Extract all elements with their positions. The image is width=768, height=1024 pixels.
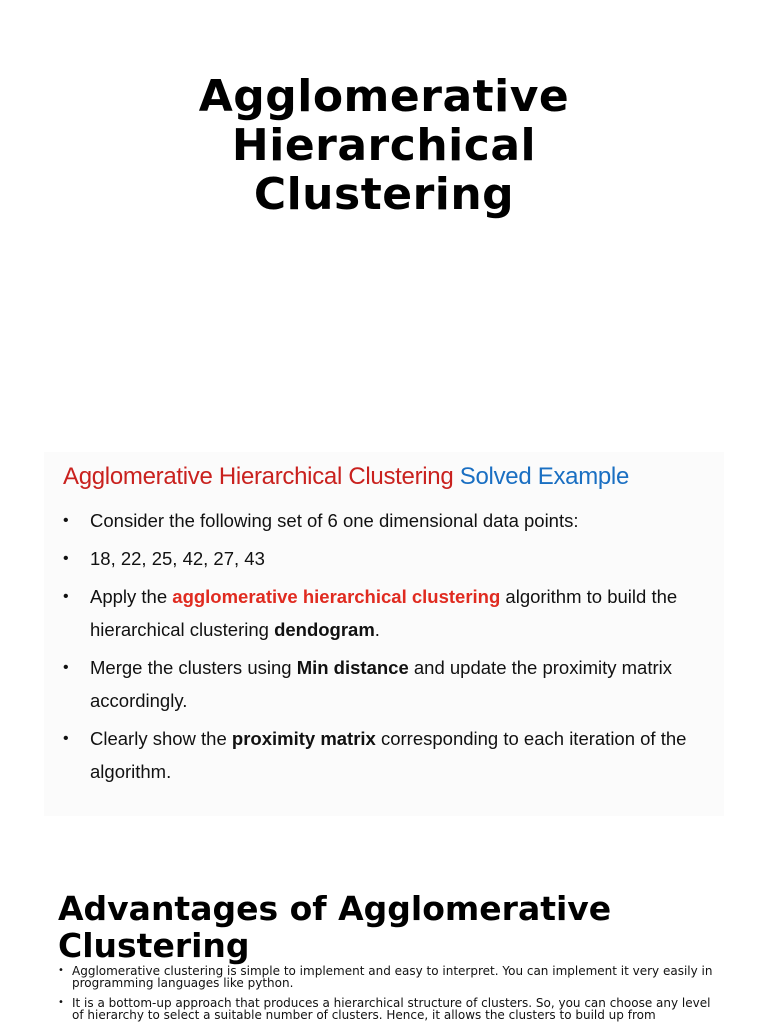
list-item bbox=[58, 997, 718, 1021]
list-item-text: Clearly show the bbox=[90, 728, 232, 749]
advantages-heading: Advantages of Agglomerative Clustering bbox=[58, 889, 612, 965]
bullet-icon: • bbox=[63, 588, 69, 605]
list-item bbox=[58, 965, 718, 989]
list-item bbox=[62, 722, 722, 788]
list-item-text: . bbox=[374, 619, 380, 640]
slide-title-line: Clustering bbox=[253, 169, 515, 220]
slide-title bbox=[0, 72, 768, 219]
bullet-icon: • bbox=[63, 659, 69, 676]
example-heading-label: Solved Example bbox=[459, 463, 630, 490]
bold-term: dendogram bbox=[274, 619, 375, 640]
bullet-icon: • bbox=[63, 550, 69, 567]
bullet-icon: • bbox=[63, 730, 69, 747]
list-item bbox=[62, 542, 722, 575]
solved-example-image bbox=[44, 452, 724, 816]
advantages-list bbox=[58, 965, 718, 1024]
bold-term: proximity matrix bbox=[231, 728, 376, 749]
highlighted-term: agglomerative hierarchical clustering bbox=[172, 586, 501, 607]
list-item-text: Apply the bbox=[90, 586, 173, 607]
data-points: 18, 22, 25, 42, 27, 43 bbox=[90, 548, 265, 569]
list-item-text: corresponding to each iteration of the algorithm. bbox=[90, 728, 687, 782]
example-heading bbox=[63, 460, 629, 494]
bullet-icon: • bbox=[58, 965, 64, 976]
example-list bbox=[62, 504, 722, 793]
list-item-text: algorithm to build the hierarchical clustering bbox=[90, 586, 678, 640]
list-item bbox=[62, 651, 722, 717]
example-heading-topic: Agglomerative Hierarchical Clustering bbox=[63, 463, 454, 490]
slide-title-line: Hierarchical bbox=[231, 120, 537, 171]
list-item-text: It is a bottom-up approach that produces a hierarchical structure of clusters. So, you can choose any level of hierarchy to select a suitable number of clusters. Hence, it allows the clusters to build up from bbox=[72, 996, 711, 1022]
list-item-text: Agglomerative clustering is simple to implement and easy to interpret. You can implement it very easily in programming languages like python. bbox=[72, 964, 713, 990]
title-slide bbox=[0, 0, 768, 420]
list-item-text: Merge the clusters using bbox=[90, 657, 297, 678]
bold-term: Min distance bbox=[296, 657, 409, 678]
list-item bbox=[62, 580, 722, 646]
slide-title-line: Agglomerative bbox=[198, 71, 570, 122]
bullet-icon: • bbox=[63, 512, 69, 529]
list-item-text: Consider the following set of 6 one dimensional data points: bbox=[90, 510, 579, 531]
bullet-icon: • bbox=[58, 997, 64, 1008]
list-item-text: and update the proximity matrix accordingly. bbox=[90, 657, 672, 711]
list-item bbox=[62, 504, 722, 537]
